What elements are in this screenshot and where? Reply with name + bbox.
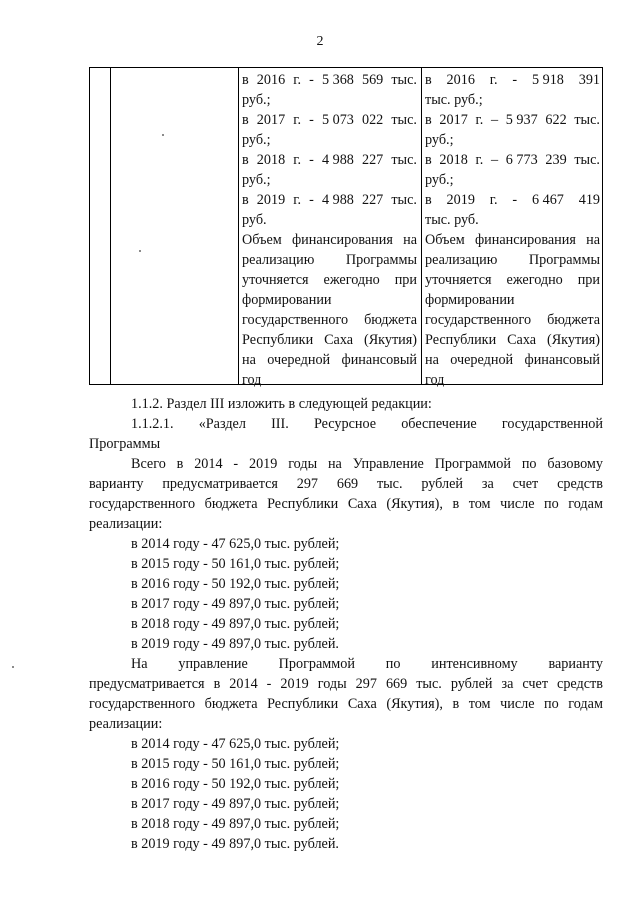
- table-cell-word: 5 918: [531, 72, 564, 88]
- text-word: Саха: [347, 496, 377, 512]
- table-cell-word: финансирования: [291, 232, 393, 248]
- table-cell-line: [242, 130, 417, 150]
- paragraph-section-title-end: Программы: [89, 436, 161, 452]
- table-cell-word: (Якутия): [363, 332, 417, 348]
- table-cell-word: ежегодно: [506, 272, 563, 288]
- text-word: предусматривается: [89, 676, 205, 692]
- table-cell-word: Программы: [345, 252, 417, 268]
- table-cell-current-funding: [242, 70, 417, 390]
- list-item: в 2018 году - 49 897,0 тыс. рублей;: [131, 816, 340, 832]
- table-cell-word: 5 937: [505, 112, 538, 128]
- table-cell-line: [242, 310, 417, 330]
- table-cell-line: [242, 90, 417, 110]
- table-cell-word: на: [403, 232, 417, 248]
- table-cell-word: финансирования: [474, 232, 576, 248]
- list-item: в 2017 году - 49 897,0 тыс. рублей;: [131, 796, 340, 812]
- text-word: государственного: [89, 696, 196, 712]
- table-cell-line: [425, 110, 600, 130]
- text-word: тыс.: [376, 476, 403, 492]
- table-cell-line: [425, 230, 600, 250]
- text-word: годы: [288, 456, 318, 472]
- scan-speck: [139, 250, 141, 252]
- table-cell-word: очередной: [450, 352, 514, 368]
- table-cell-word: 569: [361, 72, 384, 88]
- text-word: Республики: [267, 696, 339, 712]
- table-cell-line: [242, 350, 417, 370]
- table-cell-word: тыс.: [391, 192, 417, 208]
- table-cell-word: руб.;: [242, 172, 271, 188]
- text-word: Республики: [267, 496, 339, 512]
- text-word: интенсивному: [431, 656, 518, 672]
- table-cell-line: [425, 90, 600, 110]
- table-cell-word: 2019: [446, 192, 475, 208]
- funding-table: [89, 67, 603, 388]
- text-word: 669: [336, 476, 359, 492]
- table-cell-word: руб.;: [425, 172, 454, 188]
- paragraph-base-variant: [89, 494, 603, 514]
- table-cell-line: [425, 70, 600, 90]
- table-cell-word: в: [425, 152, 432, 168]
- table-cell-word: бюджета: [364, 312, 417, 328]
- table-cell-word: в: [425, 112, 432, 128]
- table-cell-word: -: [309, 72, 314, 88]
- paragraph-section-heading: 1.1.2. Раздел III изложить в следующей редакции:: [131, 396, 432, 412]
- scan-speck: [12, 666, 14, 668]
- table-cell-line: [425, 170, 600, 190]
- table-cell-word: Республики: [425, 332, 497, 348]
- text-word: 2014: [229, 676, 258, 692]
- paragraph-section-title: [131, 414, 603, 434]
- text-word: за: [501, 676, 514, 692]
- table-cell-word: на: [242, 352, 256, 368]
- list-item: в 2015 году - 50 161,0 тыс. рублей;: [131, 556, 340, 572]
- list-item: в 2017 году - 49 897,0 тыс. рублей;: [131, 596, 340, 612]
- table-divider: [421, 68, 422, 384]
- table-cell-word: Саха: [507, 332, 537, 348]
- table-cell-word: г.: [293, 112, 302, 128]
- table-cell-word: в: [242, 152, 249, 168]
- text-word: в: [452, 696, 460, 712]
- paragraph-intensive-variant: реализации:: [89, 716, 163, 732]
- text-word: Программой: [278, 656, 355, 672]
- text-word: том: [468, 496, 491, 512]
- table-cell-word: руб.;: [425, 132, 454, 148]
- table-cell-word: г.: [293, 72, 302, 88]
- table-cell-word: год: [242, 372, 262, 388]
- text-word: 2019: [248, 456, 278, 472]
- table-cell-word: руб.;: [242, 132, 271, 148]
- table-cell-word: руб.;: [242, 92, 271, 108]
- text-word: варианту: [89, 476, 144, 492]
- table-cell-word: при: [394, 272, 417, 288]
- text-word: -: [233, 456, 239, 472]
- text-word: средств: [557, 476, 603, 492]
- table-divider: [238, 68, 239, 384]
- text-word: годы: [317, 676, 347, 692]
- table-cell-line: [242, 110, 417, 130]
- text-word: по: [544, 496, 559, 512]
- text-word: средств: [557, 676, 603, 692]
- table-cell-word: 2018: [439, 152, 468, 168]
- paragraph-base-variant: [89, 474, 603, 494]
- table-cell-word: -: [512, 192, 518, 208]
- table-cell-line: [425, 250, 600, 270]
- table-cell-line: [425, 190, 600, 210]
- table-cell-word: формировании: [425, 292, 515, 308]
- list-item: в 2014 году - 47 625,0 тыс. рублей;: [131, 736, 340, 752]
- table-cell-word: на: [425, 352, 439, 368]
- list-item: в 2019 году - 49 897,0 тыс. рублей.: [131, 836, 339, 852]
- table-cell-word: 5 368: [321, 72, 354, 88]
- text-word: числе: [500, 496, 535, 512]
- table-cell-word: Саха: [324, 332, 354, 348]
- text-word: (Якутия),: [386, 696, 443, 712]
- text-word: в: [176, 456, 184, 472]
- table-cell-line: [242, 70, 417, 90]
- text-word: предусматривается: [162, 476, 278, 492]
- paragraph-base-variant: [131, 454, 603, 474]
- list-item: в 2016 году - 50 192,0 тыс. рублей;: [131, 576, 340, 592]
- table-cell-word: Объем: [242, 232, 282, 248]
- table-cell-word: бюджета: [547, 312, 600, 328]
- list-item: в 2019 году - 49 897,0 тыс. рублей.: [131, 636, 339, 652]
- table-cell-word: г.: [293, 152, 302, 168]
- table-cell-word: тыс.: [574, 112, 600, 128]
- text-word: 2014: [194, 456, 223, 472]
- text-word: числе: [500, 696, 535, 712]
- table-cell-line: [242, 170, 417, 190]
- table-cell-line: [425, 350, 600, 370]
- table-cell-line: [242, 370, 417, 390]
- table-cell-line: [242, 290, 417, 310]
- table-cell-line: [425, 290, 600, 310]
- text-word: счет: [522, 676, 549, 692]
- table-cell-line: [425, 270, 600, 290]
- table-cell-word: тыс.: [391, 112, 417, 128]
- table-cell-word: 227: [361, 192, 384, 208]
- table-cell-line: [425, 210, 600, 230]
- table-cell-word: реализацию: [425, 252, 498, 268]
- table-cell-word: 2017: [256, 112, 286, 128]
- table-cell-word: г.: [475, 112, 484, 128]
- table-cell-word: 239: [545, 152, 567, 168]
- table-cell-word: -: [309, 112, 314, 128]
- text-word: государственного: [89, 496, 196, 512]
- table-cell-word: –: [490, 112, 499, 128]
- text-word: годам: [568, 696, 603, 712]
- list-item: в 2015 году - 50 161,0 тыс. рублей;: [131, 756, 340, 772]
- text-word: управление: [178, 656, 248, 672]
- table-cell-line: [242, 330, 417, 350]
- table-cell-word: 4 988: [321, 152, 354, 168]
- text-word: счет: [512, 476, 539, 492]
- table-cell-line: [242, 210, 417, 230]
- table-cell-word: тыс.: [574, 152, 600, 168]
- table-cell-word: г.: [489, 192, 498, 208]
- text-word: том: [468, 696, 491, 712]
- table-cell-word: –: [490, 152, 499, 168]
- table-cell-word: -: [512, 72, 518, 88]
- paragraph-intensive-variant: [89, 674, 603, 694]
- table-cell-word: в: [242, 112, 249, 128]
- table-cell-word: тыс.: [391, 72, 417, 88]
- text-word: годам: [568, 496, 603, 512]
- table-cell-word: формировании: [242, 292, 332, 308]
- table-cell-word: Программы: [528, 252, 600, 268]
- table-cell-word: тыс.: [391, 152, 417, 168]
- table-cell-word: 5 073: [321, 112, 354, 128]
- table-cell-word: реализацию: [242, 252, 315, 268]
- table-cell-word: ежегодно: [323, 272, 380, 288]
- table-cell-line: [425, 130, 600, 150]
- text-word: государственной: [501, 416, 603, 432]
- table-cell-word: на: [586, 232, 600, 248]
- table-cell-line: [425, 330, 600, 350]
- table-cell-word: при: [577, 272, 600, 288]
- table-cell-word: 391: [578, 72, 600, 88]
- text-word: базовому: [547, 456, 603, 472]
- text-word: в: [452, 496, 460, 512]
- paragraph-intensive-variant: [89, 694, 603, 714]
- table-cell-word: год: [425, 372, 445, 388]
- table-cell-line: [242, 230, 417, 250]
- text-word: бюджета: [204, 696, 258, 712]
- list-item: в 2016 году - 50 192,0 тыс. рублей;: [131, 776, 340, 792]
- table-cell-word: -: [309, 192, 314, 208]
- text-word: по: [544, 696, 559, 712]
- table-cell-word: финансовый: [341, 352, 417, 368]
- table-cell-line: [242, 150, 417, 170]
- text-word: 1.1.2.1.: [131, 416, 174, 432]
- table-cell-word: 2019: [256, 192, 286, 208]
- table-cell-word: 2016: [446, 72, 475, 88]
- table-cell-word: тыс. руб.;: [425, 92, 483, 108]
- text-word: по: [521, 456, 537, 472]
- table-cell-line: [242, 250, 417, 270]
- table-cell-word: 227: [361, 152, 384, 168]
- text-word: бюджета: [204, 496, 258, 512]
- paragraph-intensive-variant: [131, 654, 603, 674]
- table-cell-line: [242, 190, 417, 210]
- text-word: (Якутия),: [386, 496, 443, 512]
- table-cell-word: 622: [545, 112, 567, 128]
- table-cell-line: [242, 270, 417, 290]
- table-cell-new-funding: [425, 70, 600, 390]
- text-word: 297: [355, 676, 377, 692]
- table-cell-word: финансовый: [524, 352, 600, 368]
- table-cell-word: 4 988: [321, 192, 354, 208]
- table-cell-word: -: [309, 152, 314, 168]
- table-cell-word: г.: [475, 152, 484, 168]
- table-cell-word: 6 773: [505, 152, 538, 168]
- text-word: за: [481, 476, 494, 492]
- text-word: 297: [296, 476, 319, 492]
- text-word: тыс.: [416, 676, 442, 692]
- table-cell-word: 2016: [256, 72, 286, 88]
- table-cell-word: в: [242, 72, 249, 88]
- text-word: по: [385, 656, 401, 672]
- table-cell-word: в: [242, 192, 249, 208]
- text-word: рублей: [421, 476, 464, 492]
- text-word: -: [266, 676, 272, 692]
- text-word: Ресурсное: [313, 416, 377, 432]
- table-cell-word: очередной: [267, 352, 331, 368]
- table-cell-word: г.: [489, 72, 498, 88]
- text-word: обеспечение: [401, 416, 477, 432]
- table-cell-line: [425, 370, 600, 390]
- text-word: Программой: [434, 456, 511, 472]
- table-cell-word: уточняется: [242, 272, 309, 288]
- text-word: Всего: [131, 456, 166, 472]
- text-word: рублей: [450, 676, 493, 692]
- text-word: III.: [271, 416, 289, 432]
- table-cell-word: государственного: [425, 312, 532, 328]
- table-cell-word: Объем: [425, 232, 465, 248]
- table-cell-word: тыс. руб.: [425, 212, 479, 228]
- table-cell-word: в: [425, 192, 432, 208]
- text-word: «Раздел: [198, 416, 246, 432]
- text-word: 2019: [280, 676, 309, 692]
- page-number: 2: [316, 34, 324, 49]
- table-cell-line: [425, 310, 600, 330]
- list-item: в 2018 году - 49 897,0 тыс. рублей;: [131, 616, 340, 632]
- text-word: 669: [385, 676, 408, 692]
- table-cell-word: (Якутия): [546, 332, 600, 348]
- table-cell-word: г.: [293, 192, 302, 208]
- table-cell-word: 6 467: [531, 192, 564, 208]
- paragraph-base-variant: реализации:: [89, 516, 163, 532]
- table-divider: [110, 68, 111, 384]
- scan-speck: [162, 134, 164, 136]
- table-cell-word: 2017: [439, 112, 468, 128]
- table-cell-word: уточняется: [425, 272, 492, 288]
- text-word: Саха: [347, 696, 377, 712]
- table-cell-word: Республики: [242, 332, 314, 348]
- text-word: варианту: [548, 656, 603, 672]
- table-cell-word: в: [425, 72, 432, 88]
- table-cell-word: 022: [361, 112, 384, 128]
- text-word: на: [327, 456, 342, 472]
- text-word: На: [131, 656, 148, 672]
- list-item: в 2014 году - 47 625,0 тыс. рублей;: [131, 536, 340, 552]
- table-cell-word: 419: [578, 192, 600, 208]
- table-cell-word: государственного: [242, 312, 349, 328]
- text-word: Управление: [352, 456, 424, 472]
- text-word: в: [213, 676, 221, 692]
- table-cell-word: 2018: [256, 152, 286, 168]
- table-cell-line: [425, 150, 600, 170]
- table-cell-word: руб.: [242, 212, 267, 228]
